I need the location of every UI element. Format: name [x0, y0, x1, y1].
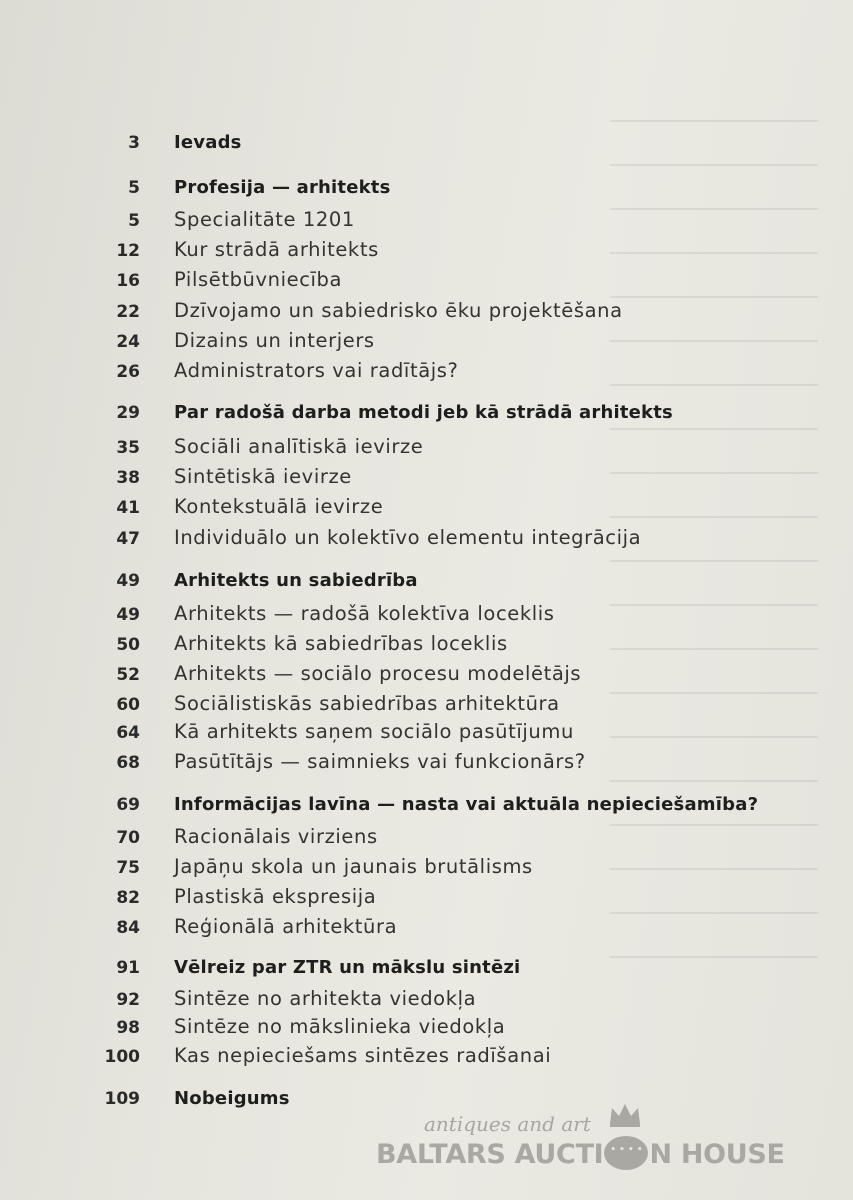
toc-entry	[0, 883, 800, 913]
auction-house-watermark	[372, 1098, 792, 1178]
toc-entry	[0, 660, 800, 690]
toc-title: Sintēze no mākslinieka viedokļa	[174, 1015, 506, 1038]
toc-entry	[0, 433, 800, 463]
toc-title: Profesija — arhitekts	[174, 177, 391, 198]
toc-entry	[0, 913, 800, 943]
toc-page-number: 3	[128, 133, 140, 153]
toc-title: Sintētiskā ievirze	[174, 465, 352, 488]
toc-section-heading	[0, 953, 800, 983]
toc-title: Ievads	[174, 132, 242, 153]
toc-page-number: 70	[116, 828, 140, 848]
watermark-tagline: antiques and art	[424, 1112, 591, 1136]
toc-title: Racionālais virziens	[174, 825, 378, 848]
toc-title: Informācijas lavīna — nasta vai aktuāla nepieciešamība?	[174, 794, 759, 815]
toc-title: Kā arhitekts saņem sociālo pasūtījumu	[174, 720, 574, 743]
toc-entry	[0, 236, 800, 266]
watermark-brand	[376, 1136, 785, 1170]
toc-title: Individuālo un kolektīvo elementu integrācija	[174, 526, 642, 549]
crown-icon	[608, 1102, 642, 1128]
toc-title: Dizains un interjers	[174, 329, 375, 352]
toc-page-number: 92	[116, 990, 140, 1010]
toc-title: Arhitekts — sociālo procesu modelētājs	[174, 662, 582, 685]
toc-title: Kontekstuālā ievirze	[174, 495, 384, 518]
toc-title: Specialitāte 1201	[174, 208, 355, 231]
toc-entry	[0, 327, 800, 357]
toc-entry	[0, 748, 800, 778]
toc-page-number: 5	[128, 211, 140, 231]
toc-title: Plastiskā ekspresija	[174, 885, 377, 908]
toc-title: Reģionālā arhitektūra	[174, 915, 398, 938]
toc-page-number: 35	[116, 438, 140, 458]
toc-entry	[0, 297, 800, 327]
watermark-o-logo	[604, 1136, 648, 1170]
toc-entry	[0, 1013, 800, 1043]
toc-entry	[0, 630, 800, 660]
toc-page-number: 38	[116, 468, 140, 488]
toc-section-heading	[0, 566, 800, 596]
toc-title: Japāņu skola un jaunais brutālisms	[174, 855, 533, 878]
toc-title: Sociālistiskās sabiedrības arhitektūra	[174, 692, 560, 715]
toc-entry	[0, 524, 800, 554]
watermark-brand-right: N HOUSE	[649, 1139, 785, 1170]
watermark-brand-left: BALTARS AUCTI	[376, 1139, 604, 1170]
toc-page-number: 12	[116, 241, 140, 261]
toc-page-number: 22	[116, 302, 140, 322]
toc-title: Vēlreiz par ZTR un mākslu sintēzi	[174, 957, 521, 978]
toc-title: Arhitekts un sabiedrība	[174, 570, 418, 591]
toc-section-heading	[0, 173, 800, 203]
toc-page-number: 49	[116, 605, 140, 625]
toc-entry	[0, 206, 800, 236]
toc-page-number: 49	[116, 571, 140, 591]
toc-title: Nobeigums	[174, 1088, 290, 1109]
toc-page-number: 64	[116, 723, 140, 743]
toc-page-number: 100	[104, 1047, 140, 1067]
toc-page-number: 75	[116, 858, 140, 878]
toc-section-heading	[0, 128, 800, 158]
toc-page-number: 68	[116, 753, 140, 773]
toc-page-number: 60	[116, 695, 140, 715]
toc-title: Arhitekts — radošā kolektīva loceklis	[174, 602, 555, 625]
toc-page-number: 47	[116, 529, 140, 549]
toc-title: Par radošā darba metodi jeb kā strādā arhitekts	[174, 402, 673, 423]
toc-page-number: 5	[128, 178, 140, 198]
toc-entry	[0, 853, 800, 883]
toc-title: Kur strādā arhitekts	[174, 238, 379, 261]
toc-page-number: 82	[116, 888, 140, 908]
toc-entry	[0, 463, 800, 493]
toc-page-number: 26	[116, 362, 140, 382]
toc-entry	[0, 823, 800, 853]
toc-entry	[0, 690, 800, 720]
toc-section-heading	[0, 790, 800, 820]
toc-entry	[0, 266, 800, 296]
toc-entry	[0, 718, 800, 748]
toc-page-number: 41	[116, 498, 140, 518]
toc-title: Sociāli analītiskā ievirze	[174, 435, 424, 458]
toc-page-number: 91	[116, 958, 140, 978]
toc-page-number: 84	[116, 918, 140, 938]
toc-page-number: 109	[104, 1089, 140, 1109]
toc-page-number: 98	[116, 1018, 140, 1038]
toc-page-number: 24	[116, 332, 140, 352]
toc-title: Arhitekts kā sabiedrības loceklis	[174, 632, 508, 655]
toc-title: Pilsētbūvniecība	[174, 268, 343, 291]
toc-entry	[0, 357, 800, 387]
toc-entry	[0, 600, 800, 630]
toc-section-heading	[0, 398, 800, 428]
toc-page-number: 50	[116, 635, 140, 655]
toc-entry	[0, 985, 800, 1015]
toc-entry	[0, 1042, 800, 1072]
toc-entry	[0, 493, 800, 523]
toc-title: Dzīvojamo un sabiedrisko ēku projektēšana	[174, 299, 623, 322]
toc-page-number: 16	[116, 271, 140, 291]
toc-title: Sintēze no arhitekta viedokļa	[174, 987, 477, 1010]
toc-title: Pasūtītājs — saimnieks vai funkcionārs?	[174, 750, 586, 773]
toc-title: Administrators vai radītājs?	[174, 359, 459, 382]
toc-page-number: 69	[116, 795, 140, 815]
toc-title: Kas nepieciešams sintēzes radīšanai	[174, 1044, 552, 1067]
toc-page-number: 29	[116, 403, 140, 423]
toc-page-number: 52	[116, 665, 140, 685]
